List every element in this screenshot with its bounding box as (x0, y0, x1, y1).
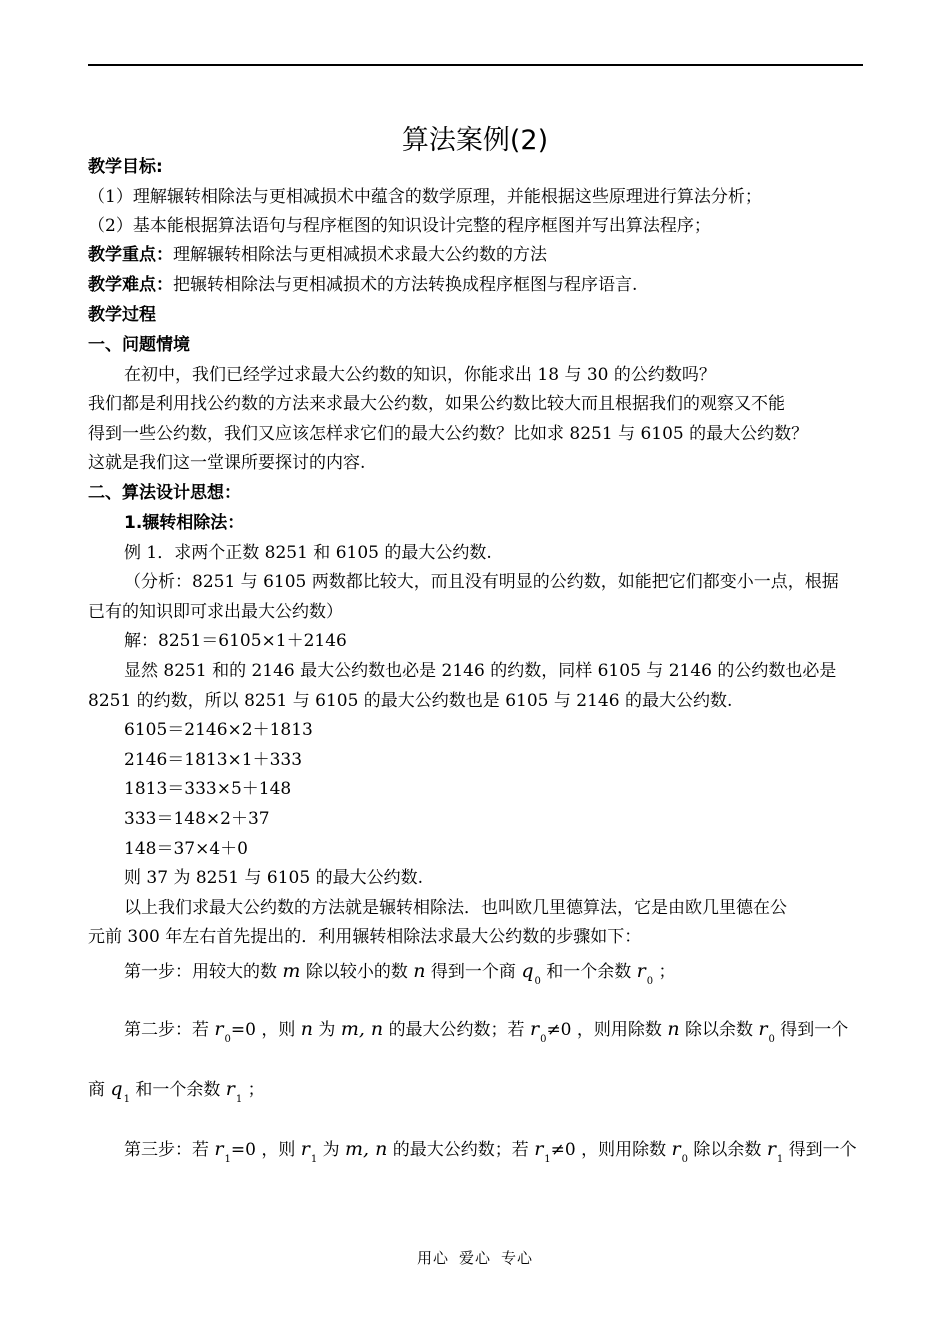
process-heading: 教学过程 (88, 305, 156, 325)
page-footer (0, 1247, 950, 1268)
equation-2: 2146＝1813×1＋333 (124, 750, 303, 770)
method-line-2: 元前 300 年左右首先提出的．利用辗转相除法求最大公约数的步骤如下： (88, 927, 642, 947)
var-m: m (282, 960, 301, 982)
step-2-text-c: 为 (318, 1020, 336, 1040)
var-r0 (529, 1018, 547, 1045)
condition-neq-zero: ≠0 (546, 1020, 572, 1040)
page-title: 算法案例(2) (401, 125, 549, 156)
step-3-text-d: 的最大公约数；若 (392, 1140, 529, 1160)
step-2-text-a: 第二步：若 (124, 1020, 209, 1040)
var-r1 (225, 1078, 243, 1105)
var-r1-sub: 1 (235, 1094, 243, 1105)
analysis-line-1: （分析：8251 与 6105 两数都比较大，而且没有明显的公约数，如能把它们都变小一点，根据 (124, 572, 839, 592)
var-r0-base: r (758, 1018, 768, 1040)
var-m-n: m, n (345, 1138, 388, 1160)
difficulty-text: 把辗转相除法与更相减损术的方法转换成程序框图与程序语言. (173, 275, 638, 295)
method-line-1: 以上我们求最大公约数的方法就是辗转相除法．也叫欧几里德算法，它是由欧几里德在公 (124, 898, 787, 918)
step-3-text-b: ，则 (261, 1140, 296, 1160)
var-r0-base: r (529, 1018, 540, 1040)
objectives-heading: 教学目标: (88, 157, 163, 177)
condition-eq-zero: =0 (230, 1140, 256, 1160)
var-r0 (671, 1138, 688, 1165)
objective-2: （2）基本能根据算法语句与程序框图的知识设计完整的程序框图并写出算法程序； (88, 216, 711, 236)
solution: 解：8251＝6105×1＋2146 (124, 631, 347, 651)
var-q1 (110, 1078, 130, 1105)
step-1-text-c: 得到一个商 (430, 962, 516, 982)
var-n: n (300, 1018, 313, 1040)
reason-line-1: 显然 8251 和的 2146 最大公约数也必是 2146 的约数，同样 6105 与 2146 的公约数也必是 (124, 661, 837, 681)
section1-p2: 我们都是利用找公约数的方法来求最大公约数，如果公约数比较大而且根据我们的观察又不能 (88, 394, 785, 414)
section1-p3: 得到一些公约数，我们又应该怎样求它们的最大公约数？比如求 8251 与 6105 的最大公约数？ (88, 424, 809, 444)
step-3-text-g: 得到一个 (788, 1140, 857, 1160)
condition-eq-zero: =0 (230, 1020, 256, 1040)
step-3-text-f: 除以余数 (693, 1140, 762, 1160)
step-2-text-d: 的最大公约数；若 (388, 1020, 525, 1040)
var-r0 (758, 1018, 775, 1045)
var-r1 (766, 1138, 784, 1165)
var-r0-sub: 0 (540, 1034, 547, 1045)
var-r1-base: r (534, 1138, 544, 1160)
var-r0-base: r (671, 1138, 681, 1160)
condition-neq-zero: ≠0 (550, 1140, 576, 1160)
var-q0-base: q (521, 960, 534, 982)
var-r0-sub: 0 (768, 1034, 775, 1045)
var-r1 (534, 1138, 551, 1165)
equation-4: 333＝148×2＋37 (124, 809, 270, 829)
var-n: n (413, 960, 426, 982)
step-1 (124, 960, 676, 993)
step-1-text-d: 和一个余数 (546, 962, 632, 982)
var-r1 (300, 1138, 318, 1165)
step-2-text-f: 除以余数 (684, 1020, 753, 1040)
var-r0-sub: 0 (224, 1034, 231, 1045)
step-3 (124, 1138, 857, 1171)
var-r1-sub: 1 (776, 1154, 784, 1165)
var-r1 (214, 1138, 231, 1165)
key-point (88, 244, 547, 266)
step-2-text-b: ，则 (261, 1020, 296, 1040)
var-q1-base: q (110, 1078, 123, 1100)
key-point-label: 教学重点： (88, 245, 173, 265)
step-2b-text-a: 商 (88, 1080, 105, 1100)
var-q1-sub: 1 (123, 1094, 130, 1105)
step-2b-text-b: 和一个余数 (135, 1080, 221, 1100)
step-3-text-e: ，则用除数 (581, 1140, 667, 1160)
var-r0-sub: 0 (681, 1154, 688, 1165)
step-2-text-g: 得到一个 (780, 1020, 849, 1040)
conclusion: 则 37 为 8251 与 6105 的最大公约数. (124, 868, 423, 888)
footer-word-1: 用心 (416, 1249, 449, 1267)
section1-p4: 这就是我们这一堂课所要探讨的内容. (88, 453, 366, 473)
var-r1-base: r (300, 1138, 310, 1160)
equation-1: 6105＝2146×2＋1813 (124, 720, 313, 740)
section2-sub1: 1.辗转相除法： (124, 513, 245, 533)
objective-1: （1）理解辗转相除法与更相减损术中蕴含的数学原理，并能根据这些原理进行算法分析； (88, 187, 762, 207)
var-m-n: m, n (340, 1018, 384, 1040)
step-2-continued (88, 1078, 265, 1111)
step-2-text-e: ，则用除数 (576, 1020, 662, 1040)
footer-word-3: 专心 (501, 1249, 534, 1267)
var-r0 (636, 960, 654, 987)
analysis-line-2: 已有的知识即可求出最大公约数） (88, 602, 343, 622)
step-1-text-b: 除以较小的数 (305, 962, 408, 982)
var-q0-sub: 0 (534, 976, 541, 987)
equation-3: 1813＝333×5＋148 (124, 779, 292, 799)
var-r0-base: r (214, 1018, 224, 1040)
key-point-text: 理解辗转相除法与更相减损术求最大公约数的方法 (173, 245, 547, 265)
step-1-text-e: ； (658, 962, 676, 982)
step-2 (124, 1018, 848, 1051)
var-r1-sub: 1 (544, 1154, 551, 1165)
footer-word-2: 爱心 (458, 1249, 491, 1267)
step-1-text-a: 第一步：用较大的数 (124, 962, 277, 982)
var-r0-sub: 0 (646, 976, 654, 987)
step-3-text-c: 为 (322, 1140, 340, 1160)
var-r1-base: r (766, 1138, 776, 1160)
difficulty-label: 教学难点： (88, 275, 173, 295)
var-r0-base: r (636, 960, 646, 982)
var-r1-sub: 1 (310, 1154, 318, 1165)
var-r1-base: r (225, 1078, 235, 1100)
var-q0 (521, 960, 541, 987)
difficulty (88, 274, 637, 296)
var-r1-sub: 1 (224, 1154, 231, 1165)
var-r0 (214, 1018, 231, 1045)
var-r1-base: r (214, 1138, 224, 1160)
section2-heading: 二、算法设计思想： (88, 483, 241, 503)
section1-heading: 一、问题情境 (88, 335, 190, 355)
var-n: n (667, 1018, 680, 1040)
section1-p1: 在初中，我们已经学过求最大公约数的知识，你能求出 18 与 30 的公约数吗？ (124, 365, 716, 385)
example-1: 例 1．求两个正数 8251 和 6105 的最大公约数. (124, 543, 492, 563)
reason-line-2: 8251 的约数，所以 8251 与 6105 的最大公约数也是 6105 与 2146 的最大公约数. (88, 691, 733, 711)
equation-5: 148＝37×4＋0 (124, 839, 248, 859)
step-2b-text-c: ； (247, 1080, 265, 1100)
header-rule (88, 64, 863, 66)
step-3-text-a: 第三步：若 (124, 1140, 209, 1160)
